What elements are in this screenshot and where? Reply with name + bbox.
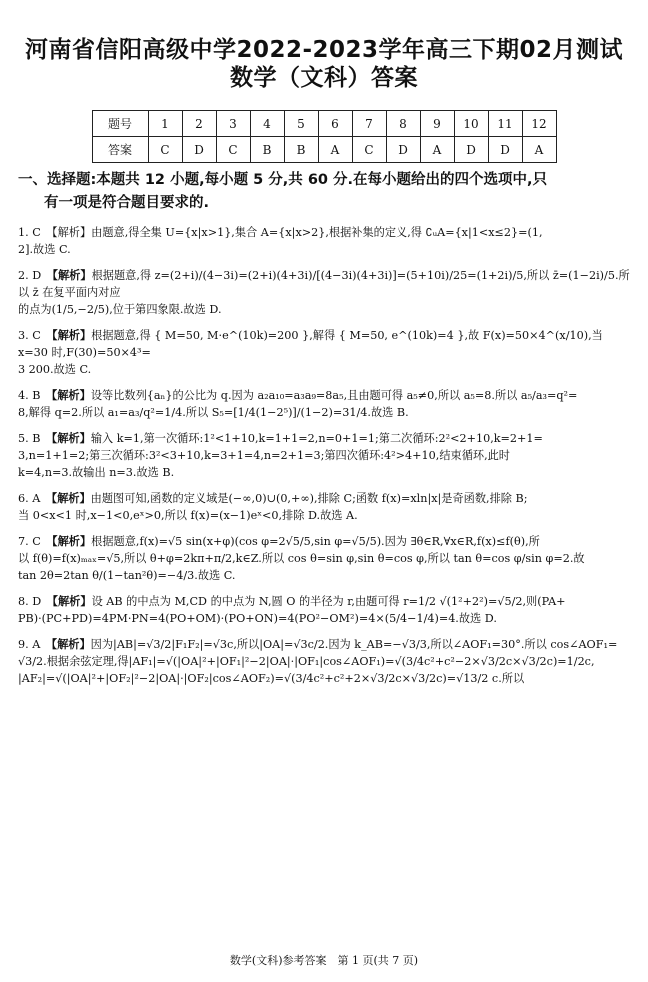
solution-text: 【解析】由题意,得全集 U={x|x>1},集合 A={x|x>2},根据补集的定义,得 ∁ᵤA={x|1<x≤2}=(1,: [52, 226, 543, 239]
solution-line: [18, 533, 630, 550]
question-number: 7: [352, 111, 386, 137]
question-number: 3: [216, 111, 250, 137]
question-number-label: 9. A: [18, 638, 41, 651]
analysis-tag: 【解析】: [51, 492, 91, 505]
question-number: 10: [454, 111, 488, 137]
solution-text: 根据题意,f(x)=√5 sin(x+φ)(cos φ=2√5/5,sin φ=√5/5).因为 ∃θ∈R,∀x∈R,f(x)≤f(θ),所: [91, 535, 540, 548]
answer-cell: A: [318, 137, 352, 163]
solution-line: |AF₂|=√(|OA|²+|OF₂|²−2|OA|·|OF₂|cos∠AOF₂)=√(3/4c²+c²+2×√3/2c×√3/2c)=√13/2 c.所以: [18, 672, 525, 685]
answer-table-header-row: [92, 111, 556, 137]
solution-line: 以 f(θ)=f(x)ₘₐₓ=√5,所以 θ+φ=2kπ+π/2,k∈Z.所以 cos θ=sin φ,sin θ=cos φ,所以 tan θ=cos φ/sin φ=2.故: [18, 552, 585, 565]
answer-cell: A: [522, 137, 556, 163]
question-number: 8: [386, 111, 420, 137]
section-heading-line: 有一项是符合题目要求的.: [44, 195, 210, 211]
answer-table-answer-row: [92, 137, 556, 163]
analysis-tag: 【解析】: [51, 638, 91, 651]
answer-cell: D: [182, 137, 216, 163]
solution-line: √3/2.根据余弦定理,得|AF₁|=√(|OA|²+|OF₁|²−2|OA|·|OF₁|cos∠AOF₁)=√(3/4c²+c²−2×√3/2c×√3/2c)=1/2c,: [18, 655, 595, 668]
question-number: 2: [182, 111, 216, 137]
page-subtitle: 数学（文科）答案: [230, 65, 418, 91]
solution-text: 因为|AB|=√3/2|F₁F₂|=√3c,所以|OA|=√3c/2.因为 k_AB=−√3/3,所以∠AOF₁=30°.所以 cos∠AOF₁=: [90, 638, 618, 651]
answer-cell: D: [488, 137, 522, 163]
solution-text: 根据题意,得 { M=50, M·e^(10k)=200 },解得 { M=50, e^(10k)=4 },故 F(x)=50×4^(x/10),当 x=30 时,F(30)=50×4³=: [18, 329, 603, 359]
question-number: 9: [420, 111, 454, 137]
analysis-tag: 【解析】: [52, 329, 92, 342]
section-heading: [18, 169, 630, 215]
question-number: 1: [148, 111, 182, 137]
section-heading-line: 一、选择题:本题共 12 小题,每小题 5 分,共 60 分.在每小题给出的四个选项中,只: [18, 172, 548, 188]
solution-line: [18, 593, 630, 610]
page-footer: 数学(文科)参考答案 第 1 页(共 7 页): [229, 954, 419, 967]
solution-item: [18, 224, 630, 258]
solution-line: [18, 636, 630, 653]
answer-table: [92, 110, 557, 163]
solutions-list: [18, 224, 630, 687]
question-number-label: 1. C: [18, 226, 41, 239]
answer-cell: C: [148, 137, 182, 163]
answer-cell: B: [250, 137, 284, 163]
solution-text: 输入 k=1,第一次循环:1²<1+10,k=1+1=2,n=0+1=1;第二次循环:2²<2+10,k=2+1=: [90, 432, 543, 445]
page-title: 河南省信阳高级中学2022-2023学年高三下期02月测试: [24, 37, 624, 63]
question-number-label: 6. A: [18, 492, 41, 505]
solution-line: [18, 327, 630, 361]
question-number-label: 7. C: [18, 535, 41, 548]
solution-line: 3 200.故选 C.: [18, 363, 92, 376]
answer-table-answer-label: 答案: [92, 137, 148, 163]
question-number-label: 4. B: [18, 389, 41, 402]
solution-line: 8,解得 q=2.所以 a₁=a₃/q²=1/4.所以 S₅=[1/4(1−2⁵)]/(1−2)=31/4.故选 B.: [18, 406, 409, 419]
question-number: 12: [522, 111, 556, 137]
question-number: 4: [250, 111, 284, 137]
solution-item: [18, 327, 630, 378]
analysis-tag: 【解析】: [52, 595, 92, 608]
solution-line: [18, 387, 630, 404]
solution-line: 3,n=1+1=2;第三次循环:3²<3+10,k=3+1=4,n=2+1=3;第四次循环:4²>4+10,结束循环,此时: [18, 449, 510, 462]
answer-cell: C: [216, 137, 250, 163]
answer-table-header-label: 题号: [92, 111, 148, 137]
solution-line: 2].故选 C.: [18, 243, 71, 256]
solution-text: 由题图可知,函数的定义域是(−∞,0)∪(0,+∞),排除 C;函数 f(x)=xln|x|是奇函数,排除 B;: [90, 492, 528, 505]
solution-item: [18, 430, 630, 481]
analysis-tag: 【解析】: [51, 389, 91, 402]
solution-item: [18, 490, 630, 524]
solution-line: [18, 490, 630, 507]
answer-cell: B: [284, 137, 318, 163]
solution-line: k=4,n=3.故输出 n=3.故选 B.: [18, 466, 175, 479]
solution-line: tan 2θ=2tan θ/(1−tan²θ)=−4/3.故选 C.: [18, 569, 236, 582]
question-number: 11: [488, 111, 522, 137]
solution-line: PB)·(PC+PD)=4PM·PN=4(PO+OM)·(PO+ON)=4(PO²−OM²)=4×(5/4−1/4)=4.故选 D.: [18, 612, 497, 625]
question-number: 5: [284, 111, 318, 137]
analysis-tag: 【解析】: [52, 535, 92, 548]
solution-line: [18, 224, 630, 241]
question-number: 6: [318, 111, 352, 137]
solution-line: [18, 430, 630, 447]
solution-item: [18, 636, 630, 687]
question-number-label: 3. C: [18, 329, 41, 342]
solution-text: 根据题意,得 z=(2+i)/(4−3i)=(2+i)(4+3i)/[(4−3i)(4+3i)]=(5+10i)/25=(1+2i)/5,所以 z̄=(1−2i)/5.所以 z̄ 在复平面内对应: [18, 269, 630, 299]
analysis-tag: 【解析】: [51, 432, 91, 445]
solution-line: 当 0<x<1 时,x−1<0,eˣ>0,所以 f(x)=(x−1)eˣ<0,排除 D.故选 A.: [18, 509, 358, 522]
answer-cell: D: [386, 137, 420, 163]
answer-cell: C: [352, 137, 386, 163]
solution-item: [18, 267, 630, 318]
page: [0, 36, 648, 982]
solution-line: 的点为(1/5,−2/5),位于第四象限.故选 D.: [18, 303, 222, 316]
solution-line: [18, 267, 630, 301]
answer-cell: D: [454, 137, 488, 163]
solution-text: 设 AB 的中点为 M,CD 的中点为 N,圆 O 的半径为 r,由题可得 r=1/2 √(1²+2²)=√5/2,则(PA+: [91, 595, 566, 608]
solution-item: [18, 387, 630, 421]
question-number-label: 8. D: [18, 595, 42, 608]
solution-item: [18, 593, 630, 627]
solution-item: [18, 533, 630, 584]
question-number-label: 2. D: [18, 269, 42, 282]
solution-text: 设等比数列{aₙ}的公比为 q.因为 a₂a₁₀=a₃a₉=8a₅,且由题可得 a₅≠0,所以 a₅=8.所以 a₅/a₃=q²=: [90, 389, 578, 402]
analysis-tag: 【解析】: [52, 269, 92, 282]
question-number-label: 5. B: [18, 432, 41, 445]
answer-cell: A: [420, 137, 454, 163]
